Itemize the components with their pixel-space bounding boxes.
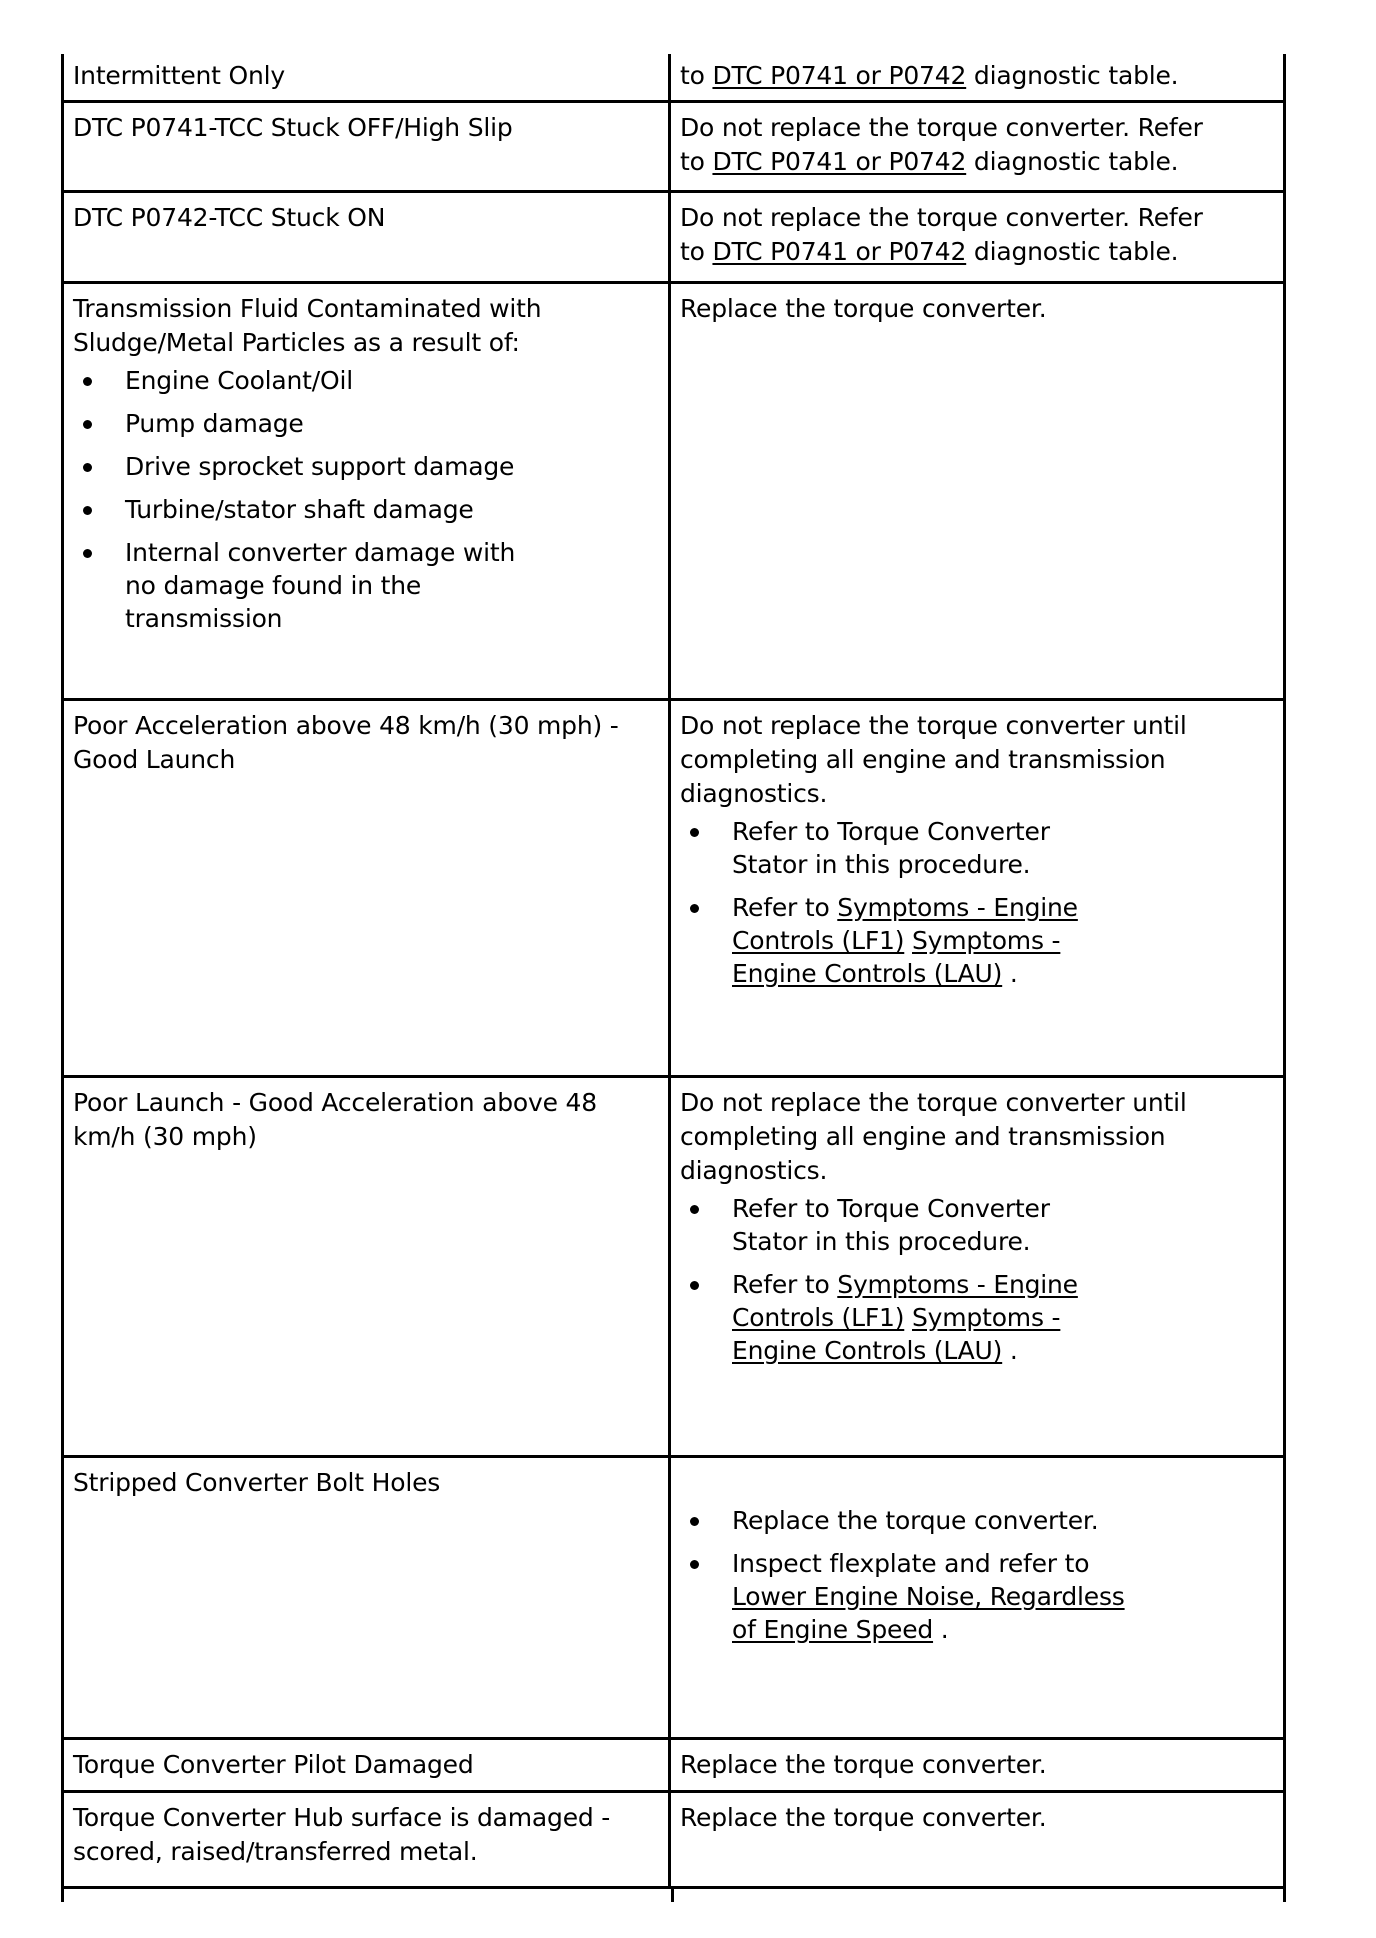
column-space xyxy=(674,1889,1283,1902)
action-cell xyxy=(671,54,1283,100)
list-item: Pump damage xyxy=(73,407,660,440)
table-row xyxy=(64,193,1283,284)
action-text: . xyxy=(1002,959,1018,988)
action-text: diagnostic table. xyxy=(966,147,1179,176)
lower-engine-noise-link[interactable]: Lower Engine Noise, Regardless of Engine Speed xyxy=(732,1582,1125,1644)
table-row xyxy=(64,1078,1283,1458)
action-bullet-list xyxy=(680,1192,1275,1367)
action-cell xyxy=(671,1078,1283,1455)
condition-cell xyxy=(64,1078,671,1455)
condition-bullet-list xyxy=(73,364,660,635)
action-bullet-list xyxy=(680,1504,1275,1646)
action-cell: Replace the torque converter. xyxy=(680,1750,1047,1779)
list-item: Refer to Torque Converter Stator in this procedure. xyxy=(680,815,1112,881)
action-text: Do not replace the torque converter. Refer xyxy=(680,113,1203,142)
condition-cell: Torque Converter Pilot Damaged xyxy=(64,1740,671,1790)
condition-cell xyxy=(64,284,671,698)
list-item: Refer to Torque Converter Stator in this procedure. xyxy=(680,1192,1112,1258)
action-cell xyxy=(671,193,1283,281)
list-item: Turbine/stator shaft damage xyxy=(73,493,660,526)
action-bullet-list xyxy=(680,815,1275,990)
list-item: Engine Coolant/Oil xyxy=(73,364,660,397)
action-cell xyxy=(671,701,1283,1075)
condition-text: Poor Launch - Good Acceleration above 48 km/h (30 mph) xyxy=(73,1088,597,1151)
action-text: to xyxy=(680,147,713,176)
condition-cell: DTC P0742-TCC Stuck ON xyxy=(64,193,671,281)
action-text: . xyxy=(1002,1336,1018,1365)
table-row xyxy=(64,1793,1283,1889)
action-text: Inspect flexplate and refer to xyxy=(732,1549,1090,1578)
table-row xyxy=(64,1458,1283,1740)
action-text: Refer to xyxy=(732,1270,838,1299)
table-row xyxy=(64,284,1283,701)
dtc-p0741-p0742-link[interactable]: DTC P0741 or P0742 xyxy=(712,61,967,90)
list-item xyxy=(680,891,1132,990)
list-item: Drive sprocket support damage xyxy=(73,450,660,483)
action-text: Do not replace the torque converter until completing all engine and transmission diagnostics. xyxy=(680,711,1187,808)
symptoms-engine-controls-lau-link[interactable]: Symptoms - Engine Controls (LAU) xyxy=(732,926,1061,988)
action-text: . xyxy=(933,1615,949,1644)
table-row xyxy=(64,103,1283,193)
condition-cell: Intermittent Only xyxy=(64,54,671,100)
list-item xyxy=(680,1268,1132,1367)
action-text: to xyxy=(680,237,713,266)
condition-text: Transmission Fluid Contaminated with Sludge/Metal Particles as a result of: xyxy=(73,294,542,357)
action-text: diagnostic table. xyxy=(966,61,1179,90)
table-row xyxy=(64,54,1283,103)
list-item xyxy=(680,1547,1152,1646)
table-row xyxy=(64,701,1283,1078)
list-item: Replace the torque converter. xyxy=(680,1504,1275,1537)
symptoms-engine-controls-lau-link[interactable]: Symptoms - Engine Controls (LAU) xyxy=(732,1303,1061,1365)
action-cell xyxy=(671,1458,1283,1737)
action-text: Do not replace the torque converter. Refer xyxy=(680,203,1203,232)
dtc-p0741-p0742-link[interactable]: DTC P0741 or P0742 xyxy=(712,147,967,176)
diagnostic-table xyxy=(61,54,1286,1902)
condition-cell: DTC P0741-TCC Stuck OFF/High Slip xyxy=(64,103,671,190)
action-text: to xyxy=(680,61,713,90)
action-cell xyxy=(671,103,1283,190)
table-continuation xyxy=(64,1889,1283,1902)
condition-text: Torque Converter Hub surface is damaged - scored, raised/transferred metal. xyxy=(73,1803,611,1866)
column-divider xyxy=(64,1889,674,1902)
list-item: Internal converter damage with no damage found in the transmission xyxy=(73,536,545,635)
action-text: Refer to xyxy=(732,893,838,922)
spacer xyxy=(680,1466,1275,1500)
symptoms-engine-controls-lf1-link[interactable]: Symptoms - Engine Controls (LF1) xyxy=(732,1270,1078,1332)
action-text: Do not replace the torque converter until completing all engine and transmission diagnostics. xyxy=(680,1088,1187,1185)
action-text: diagnostic table. xyxy=(966,237,1179,266)
action-cell: Replace the torque converter. xyxy=(680,294,1047,323)
condition-cell xyxy=(64,1793,671,1886)
table-row xyxy=(64,1740,1283,1793)
condition-cell: Stripped Converter Bolt Holes xyxy=(64,1458,671,1737)
dtc-p0741-p0742-link[interactable]: DTC P0741 or P0742 xyxy=(712,237,967,266)
action-cell: Replace the torque converter. xyxy=(680,1803,1047,1832)
symptoms-engine-controls-lf1-link[interactable]: Symptoms - Engine Controls (LF1) xyxy=(732,893,1078,955)
condition-cell: Poor Acceleration above 48 km/h (30 mph) - Good Launch xyxy=(64,701,671,1075)
